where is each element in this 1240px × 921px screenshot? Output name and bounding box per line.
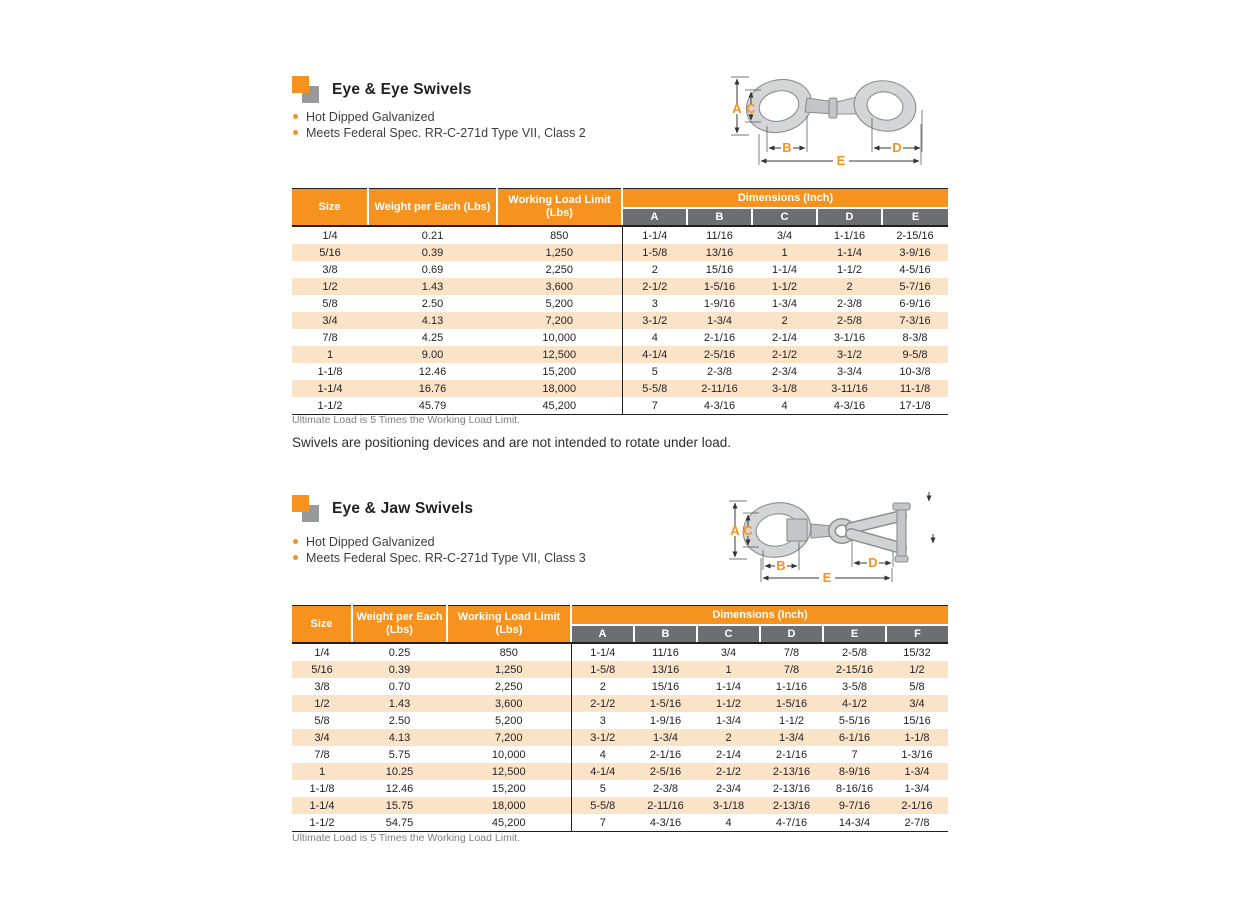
table-row xyxy=(292,729,948,746)
table-cell: 4-3/16 xyxy=(817,397,882,415)
table-footnote: Ultimate Load is 5 Times the Working Load Limit. xyxy=(292,414,520,426)
table-cell: 1,250 xyxy=(447,661,571,678)
table-cell: 3-3/4 xyxy=(836,365,863,378)
table-cell: 9-7/16 xyxy=(823,797,886,814)
table-cell: 2 xyxy=(622,261,687,278)
table-cell: 12.46 xyxy=(418,365,447,378)
table-cell: 11-1/8 xyxy=(882,380,948,397)
table-cell: 1-3/4 xyxy=(634,729,697,746)
table-cell: 18,000 xyxy=(447,797,571,814)
table-cell: 1-1/2 xyxy=(836,263,863,276)
table-header xyxy=(292,189,948,227)
table-cell: 8-9/16 xyxy=(823,763,886,780)
table-cell: 2-1/2 xyxy=(752,346,817,363)
dim-col-c: C xyxy=(697,625,760,643)
table-cell: 5 xyxy=(571,780,634,797)
table-cell: 4-3/16 xyxy=(687,397,752,415)
col-header-dimensions: Dimensions (Inch) xyxy=(571,606,948,626)
table-cell: 10.25 xyxy=(352,763,447,780)
table-cell: 5-5/16 xyxy=(838,714,871,727)
table-footnote: Ultimate Load is 5 Times the Working Load Limit. xyxy=(292,832,520,844)
table-cell: 3-9/16 xyxy=(882,244,948,261)
table-cell: 3-1/2 xyxy=(571,729,634,746)
dimension-label-c: C xyxy=(746,101,756,116)
dim-col-a: A xyxy=(571,625,634,643)
table-cell: 5-7/16 xyxy=(882,278,948,295)
table-cell: 11/16 xyxy=(706,229,733,242)
table-cell: 2-13/16 xyxy=(772,782,811,795)
table-cell: 2.50 xyxy=(388,714,411,727)
table-cell: 3-1/2 xyxy=(622,312,687,329)
col-header-size: Size xyxy=(292,606,352,644)
table-cell: 3,600 xyxy=(447,695,571,712)
table-cell: 1-1/4 xyxy=(571,643,634,661)
table-cell: 3-1/18 xyxy=(697,797,760,814)
table-row xyxy=(292,244,948,261)
table-cell: 17-1/8 xyxy=(882,397,948,415)
table-cell: 0.39 xyxy=(368,244,497,261)
dimension-label-b: B xyxy=(782,140,792,155)
table-cell: 2,250 xyxy=(545,263,574,276)
table-cell: 7-3/16 xyxy=(882,312,948,329)
table-cell: 1-1/16 xyxy=(775,680,808,693)
dimension-label-b: B xyxy=(776,558,786,573)
table-cell: 3/4 xyxy=(292,729,352,746)
table-cell: 10,000 xyxy=(491,748,526,761)
jaw-pin-head xyxy=(893,503,910,510)
table-cell: 3-5/8 xyxy=(841,680,868,693)
table-cell: 2-3/4 xyxy=(771,365,798,378)
table-cell: 850 xyxy=(499,646,518,659)
table-cell: 2-5/8 xyxy=(841,646,868,659)
table-cell: 1/4 xyxy=(314,646,330,659)
table-cell: 1 xyxy=(752,244,817,261)
table-cell: 2-1/4 xyxy=(771,331,798,344)
table-cell: 1 xyxy=(697,661,760,678)
table-cell: 7,200 xyxy=(447,729,571,746)
bullet-item xyxy=(293,535,586,551)
table-cell: 1-3/4 xyxy=(715,714,742,727)
table-cell: 2 xyxy=(817,278,882,295)
table-cell: 0.25 xyxy=(388,646,411,659)
table-cell: 1-1/4 xyxy=(715,680,742,693)
orange-square-icon xyxy=(292,76,309,93)
table-cell: 1-5/8 xyxy=(622,244,687,261)
table-cell: 2-15/16 xyxy=(896,229,934,242)
table-cell: 15/32 xyxy=(903,646,931,659)
dimension-label-c: C xyxy=(743,523,753,538)
dim-col-f: F xyxy=(886,625,948,643)
table-cell: 8-16/16 xyxy=(835,782,874,795)
table-cell: 2-1/16 xyxy=(703,331,736,344)
col-header-weight: Weight per Each (Lbs) xyxy=(352,606,447,644)
table-row xyxy=(292,329,948,346)
table-cell: 7 xyxy=(851,748,858,761)
table-cell: 3/8 xyxy=(322,263,338,276)
table-cell: 2 xyxy=(571,678,634,695)
table-cell: 850 xyxy=(550,229,569,242)
table-cell: 1-3/16 xyxy=(901,748,933,761)
table-cell: 1-5/8 xyxy=(571,661,634,678)
table-cell: 3-11/16 xyxy=(817,380,882,397)
bullet-item xyxy=(293,110,586,126)
table-cell: 2-3/8 xyxy=(652,782,679,795)
table-cell: 4-7/16 xyxy=(760,814,823,832)
table-cell: 7/8 xyxy=(314,748,330,761)
table-cell: 4 xyxy=(622,329,687,346)
table-cell: 15,200 xyxy=(491,782,526,795)
table-cell: 7 xyxy=(571,814,634,832)
table-cell: 1/2 xyxy=(292,278,368,295)
table-cell: 2-13/16 xyxy=(760,763,823,780)
section-title: Eye & Eye Swivels xyxy=(332,80,472,98)
table-cell: 0.70 xyxy=(388,680,411,693)
table-cell: 1-3/4 xyxy=(687,312,752,329)
feature-bullets xyxy=(293,110,586,141)
table-cell: 4.13 xyxy=(368,312,497,329)
table-cell: 6-1/16 xyxy=(823,729,886,746)
table-cell: 4-1/4 xyxy=(571,763,634,780)
bullet-dot-icon xyxy=(293,130,298,135)
table-cell: 1-1/2 xyxy=(697,695,760,712)
table-cell: 1-1/8 xyxy=(886,729,948,746)
table-cell: 7/8 xyxy=(760,661,823,678)
table-cell: 3/4 xyxy=(776,229,793,242)
table-row xyxy=(292,678,948,695)
table-cell: 0.69 xyxy=(421,263,444,276)
table-cell: 3 xyxy=(571,712,634,729)
section-title: Eye & Jaw Swivels xyxy=(332,499,474,517)
table-cell: 2-13/16 xyxy=(760,797,823,814)
col-header-wll: Working Load Limit (Lbs) xyxy=(447,606,571,644)
dim-col-e: E xyxy=(823,625,886,643)
table-cell: 14-3/4 xyxy=(823,814,886,832)
table-cell: 9-5/8 xyxy=(882,346,948,363)
dim-col-b: B xyxy=(687,208,752,226)
table-cell: 6-9/16 xyxy=(899,297,931,310)
table-body xyxy=(292,643,948,832)
right-eye-ring xyxy=(850,76,920,136)
table-cell: 3/4 xyxy=(886,695,948,712)
table-cell: 5/8 xyxy=(909,680,925,693)
section-header-eye-jaw xyxy=(292,495,473,522)
bullet-text: Hot Dipped Galvanized xyxy=(306,110,435,124)
table-cell: 54.75 xyxy=(352,814,447,832)
table-cell: 4 xyxy=(571,746,634,763)
table-cell: 1-1/4 xyxy=(771,263,798,276)
dim-col-d: D xyxy=(760,625,823,643)
table-row xyxy=(292,363,948,380)
table-cell: 2-1/16 xyxy=(775,748,808,761)
table-cell: 3/4 xyxy=(292,312,368,329)
table-cell: 13/16 xyxy=(634,661,697,678)
table-cell: 1 xyxy=(292,763,352,780)
table-cell: 5/8 xyxy=(314,714,330,727)
table-cell: 3/4 xyxy=(720,646,737,659)
table-cell: 1-1/4 xyxy=(292,380,368,397)
table-cell: 4-5/16 xyxy=(899,263,931,276)
table-cell: 2-1/2 xyxy=(571,695,634,712)
table-cell: 2-5/16 xyxy=(634,763,697,780)
dim-col-b: B xyxy=(634,625,697,643)
col-header-wll: Working Load Limit (Lbs) xyxy=(497,189,622,227)
table-cell: 1-5/16 xyxy=(760,695,823,712)
table-cell: 10,000 xyxy=(542,331,577,344)
jaw-top-prong-fill xyxy=(851,516,901,528)
table-row xyxy=(292,295,948,312)
table-row xyxy=(292,278,948,295)
table-row xyxy=(292,695,948,712)
swivel-collar xyxy=(829,98,837,118)
table-cell: 4-3/16 xyxy=(634,814,697,832)
eye-jaw-swivel-diagram xyxy=(715,486,950,594)
table-cell: 16.76 xyxy=(368,380,497,397)
table-cell: 2-11/16 xyxy=(687,380,752,397)
table-cell: 15/16 xyxy=(651,680,680,693)
table-cell: 1-1/4 xyxy=(622,226,687,244)
dim-col-e: E xyxy=(882,208,948,226)
table-cell: 5 xyxy=(622,363,687,380)
table-row xyxy=(292,712,948,729)
table-cell: 2-7/8 xyxy=(886,814,948,832)
table-cell: 2-11/16 xyxy=(634,797,697,814)
table-cell: 2-1/2 xyxy=(697,763,760,780)
dim-col-a: A xyxy=(622,208,687,226)
table-cell: 11/16 xyxy=(652,646,679,659)
swivel-body xyxy=(787,519,807,541)
bullet-text: Meets Federal Spec. RR-C-271d Type VII, Class 2 xyxy=(306,125,586,140)
table-row xyxy=(292,261,948,278)
bullet-dot-icon xyxy=(293,114,298,119)
table-row xyxy=(292,397,948,415)
dim-col-c: C xyxy=(752,208,817,226)
table-cell: 5/8 xyxy=(322,297,338,310)
table-cell: 1/2 xyxy=(886,661,948,678)
table-cell: 1-1/2 xyxy=(292,397,368,415)
table-cell: 5-5/8 xyxy=(571,797,634,814)
table-cell: 7/8 xyxy=(783,646,800,659)
table-cell: 12.46 xyxy=(385,782,414,795)
table-cell: 3 xyxy=(622,295,687,312)
table-cell: 1-1/8 xyxy=(317,365,343,378)
table-body xyxy=(292,226,948,415)
table-cell: 1-3/4 xyxy=(904,782,930,795)
table-cell: 0.21 xyxy=(421,229,444,242)
table-row xyxy=(292,346,948,363)
bullet-text: Meets Federal Spec. RR-C-271d Type VII, Class 3 xyxy=(306,550,586,565)
eye-eye-spec-table xyxy=(292,188,948,415)
dimension-label-d: D xyxy=(868,555,878,570)
eye-jaw-spec-table xyxy=(292,605,948,832)
table-cell: 3/8 xyxy=(314,680,330,693)
table-row xyxy=(292,797,948,814)
table-row xyxy=(292,643,948,661)
table-cell: 45,200 xyxy=(497,397,622,415)
table-cell: 5-5/8 xyxy=(622,380,687,397)
table-cell: 45,200 xyxy=(447,814,571,832)
table-cell: 1-9/16 xyxy=(703,297,736,310)
table-cell: 8-3/8 xyxy=(902,331,928,344)
table-cell: 15.75 xyxy=(352,797,447,814)
table-cell: 7,200 xyxy=(497,312,622,329)
table-cell: 5,200 xyxy=(545,297,574,310)
bullet-dot-icon xyxy=(293,555,298,560)
table-cell: 4-1/4 xyxy=(622,346,687,363)
table-cell: 1 xyxy=(292,346,368,363)
table-cell: 4 xyxy=(752,397,817,415)
dimension-label-a: A xyxy=(730,523,740,538)
table-cell: 2.50 xyxy=(421,297,444,310)
col-header-size: Size xyxy=(292,189,368,227)
table-cell: 3-1/8 xyxy=(752,380,817,397)
table-cell: 12,500 xyxy=(447,763,571,780)
table-cell: 2-5/8 xyxy=(817,312,882,329)
table-cell: 3,600 xyxy=(497,278,622,295)
table-cell: 1.43 xyxy=(352,695,447,712)
table-cell: 1-5/16 xyxy=(687,278,752,295)
table-cell: 2,250 xyxy=(494,680,523,693)
orange-square-icon xyxy=(292,495,309,512)
table-cell: 5,200 xyxy=(494,714,523,727)
table-cell: 5.75 xyxy=(388,748,411,761)
table-cell: 2 xyxy=(697,729,760,746)
table-cell: 7 xyxy=(622,397,687,415)
table-cell: 1-9/16 xyxy=(649,714,682,727)
bullet-item xyxy=(293,551,586,567)
eye-eye-swivel-diagram xyxy=(715,64,950,176)
table-cell: 5/16 xyxy=(292,661,352,678)
bullet-item xyxy=(293,126,586,142)
table-cell: 1-3/4 xyxy=(760,729,823,746)
jaw-pin xyxy=(897,506,906,562)
jaw-pin-collar xyxy=(895,556,908,562)
table-cell: 1-1/16 xyxy=(833,229,866,242)
table-cell: 2-3/4 xyxy=(715,782,742,795)
table-row xyxy=(292,380,948,397)
bullet-dot-icon xyxy=(293,539,298,544)
dimension-label-d: D xyxy=(892,140,902,155)
table-cell: 1,250 xyxy=(497,244,622,261)
table-cell: 13/16 xyxy=(687,244,752,261)
dimension-label-e: E xyxy=(836,153,846,168)
table-row xyxy=(292,780,948,797)
table-cell: 15/16 xyxy=(705,263,734,276)
table-cell: 1-1/2 xyxy=(752,278,817,295)
dimension-label-e: E xyxy=(822,570,832,585)
dimension-label-a: A xyxy=(732,101,742,116)
table-cell: 4.13 xyxy=(352,729,447,746)
table-cell: 1-3/4 xyxy=(886,763,948,780)
table-cell: 2-15/16 xyxy=(823,661,886,678)
dim-col-d: D xyxy=(817,208,882,226)
table-cell: 1-3/4 xyxy=(771,297,798,310)
table-cell: 2-3/8 xyxy=(706,365,733,378)
table-cell: 2-1/16 xyxy=(649,748,682,761)
table-cell: 1.43 xyxy=(368,278,497,295)
table-cell: 18,000 xyxy=(497,380,622,397)
table-cell: 2-1/4 xyxy=(715,748,742,761)
table-cell: 2-5/16 xyxy=(687,346,752,363)
feature-bullets xyxy=(293,535,586,566)
table-cell: 4.25 xyxy=(421,331,444,344)
table-cell: 5/16 xyxy=(292,244,368,261)
table-row xyxy=(292,226,948,244)
table-cell: 1-5/16 xyxy=(634,695,697,712)
table-cell: 3-1/16 xyxy=(833,331,866,344)
table-cell: 4-1/2 xyxy=(823,695,886,712)
positioning-note: Swivels are positioning devices and are not intended to rotate under load. xyxy=(292,435,732,450)
table-cell: 1-1/8 xyxy=(309,782,335,795)
table-cell: 15/16 xyxy=(903,714,931,727)
table-row xyxy=(292,746,948,763)
col-header-weight: Weight per Each (Lbs) xyxy=(368,189,497,227)
table-cell: 4 xyxy=(697,814,760,832)
table-cell: 2 xyxy=(752,312,817,329)
table-cell: 2-1/16 xyxy=(886,797,948,814)
table-header xyxy=(292,606,948,644)
section-bullet-squares-icon xyxy=(292,495,320,522)
table-cell: 12,500 xyxy=(497,346,622,363)
table-cell: 7/8 xyxy=(322,331,338,344)
table-row xyxy=(292,814,948,832)
table-cell: 0.39 xyxy=(352,661,447,678)
table-cell: 2-1/2 xyxy=(622,278,687,295)
table-cell: 1-1/4 xyxy=(292,797,352,814)
bullet-text: Hot Dipped Galvanized xyxy=(306,535,435,549)
table-row xyxy=(292,312,948,329)
section-header-eye-eye xyxy=(292,76,472,103)
table-cell: 15,200 xyxy=(542,365,577,378)
table-row xyxy=(292,763,948,780)
table-cell: 2-3/8 xyxy=(836,297,863,310)
table-cell: 1-1/2 xyxy=(292,814,352,832)
section-bullet-squares-icon xyxy=(292,76,320,103)
table-cell: 10-3/8 xyxy=(899,365,931,378)
table-row xyxy=(292,661,948,678)
table-cell: 1-1/4 xyxy=(817,244,882,261)
col-header-dimensions: Dimensions (Inch) xyxy=(622,189,948,209)
table-cell: 1-1/2 xyxy=(778,714,805,727)
table-cell: 1/2 xyxy=(292,695,352,712)
table-cell: 45.79 xyxy=(368,397,497,415)
table-cell: 9.00 xyxy=(368,346,497,363)
table-cell: 3-1/2 xyxy=(817,346,882,363)
table-cell: 1/4 xyxy=(322,229,338,242)
